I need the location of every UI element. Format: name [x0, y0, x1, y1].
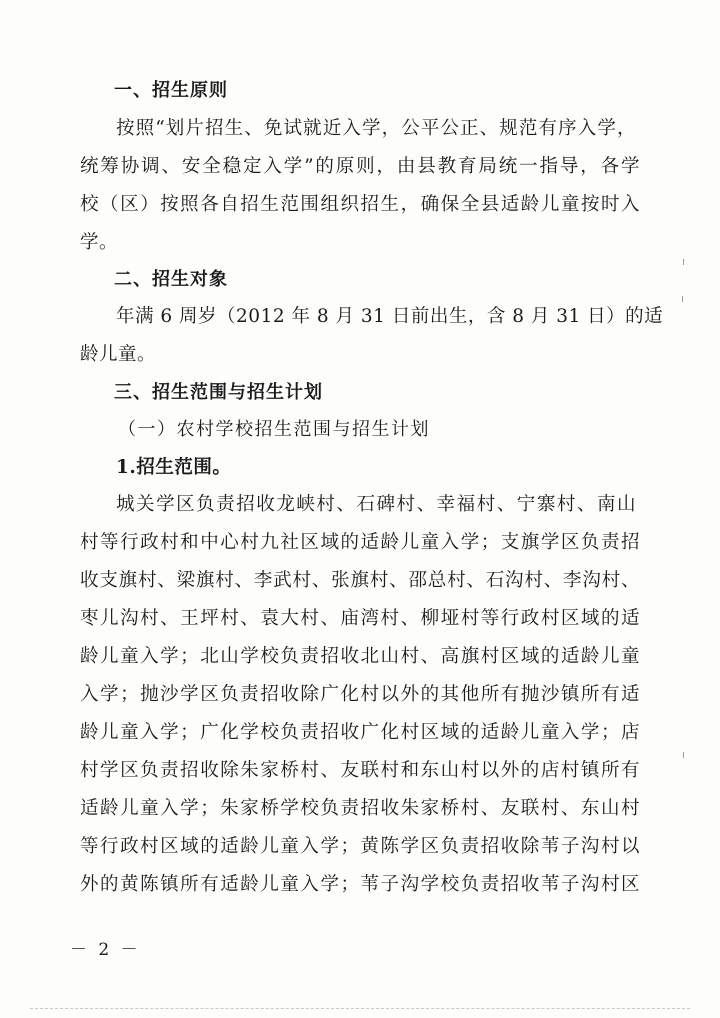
section3-line-10: 等行政村区域的适龄儿童入学；黄陈学区负责招收除苇子沟村以: [80, 836, 640, 857]
section1-heading: 一、招生原则: [114, 80, 228, 101]
section3-line-11: 外的黄陈镇所有适龄儿童入学；苇子沟学校负责招收苇子沟村区: [80, 874, 640, 895]
scan-mark: [683, 259, 688, 265]
section3-item-heading: 1.招生范围。: [116, 457, 232, 478]
section1-line-2: 统筹协调、安全稳定入学”的原则，由县教育局统一指导，各学: [80, 156, 640, 177]
section3-line-3: 收支旗村、梁旗村、李武村、张旗村、邵总村、石沟村、李沟村、: [80, 570, 640, 591]
section3-line-1: 城关学区负责招收龙峡村、石碑村、幸福村、宁寨村、南山: [116, 494, 636, 515]
section1-line-3: 校（区）按照各自招生范围组织招生，确保全县适龄儿童按时入: [80, 194, 640, 215]
section3-line-2: 村等行政村和中心村九社区域的适龄儿童入学；支旗学区负责招: [80, 532, 640, 553]
section3-line-4: 枣儿沟村、王坪村、袁大村、庙湾村、柳垭村等行政村区域的适: [80, 608, 640, 629]
section3-line-9: 适龄儿童入学；朱家桥学校负责招收朱家桥村、友联村、东山村: [80, 798, 640, 819]
section3-line-7: 龄儿童入学；广化学校负责招收广化村区域的适龄儿童入学；店: [80, 722, 640, 743]
section2-line-2: 龄儿童。: [80, 344, 157, 365]
section2-heading: 二、招生对象: [114, 269, 228, 290]
section2-line-1: 年满 6 周岁（2012 年 8 月 31 日前出生，含 8 月 31 日）的适: [116, 306, 664, 327]
section3-line-6: 入学；抛沙学区负责招收除广化村以外的其他所有抛沙镇所有适: [80, 684, 640, 705]
section1-line-1: 按照“划片招生、免试就近入学，公平公正、规范有序入学，: [116, 118, 636, 139]
section3-line-5: 龄儿童入学；北山学校负责招收北山村、高旗村区域的适龄儿童: [80, 646, 640, 667]
section3-subheading: （一）农村学校招生范围与招生计划: [118, 419, 430, 440]
section1-line-4: 学。: [80, 232, 119, 253]
scan-edge-line: [30, 1008, 690, 1009]
section3-line-8: 村学区负责招收除朱家桥村、友联村和东山村以外的店村镇所有: [80, 760, 640, 781]
scan-mark: [683, 752, 688, 758]
scan-mark: [682, 296, 687, 302]
page-number: － 2 －: [70, 940, 141, 960]
section3-heading: 三、招生范围与招生计划: [114, 382, 323, 403]
